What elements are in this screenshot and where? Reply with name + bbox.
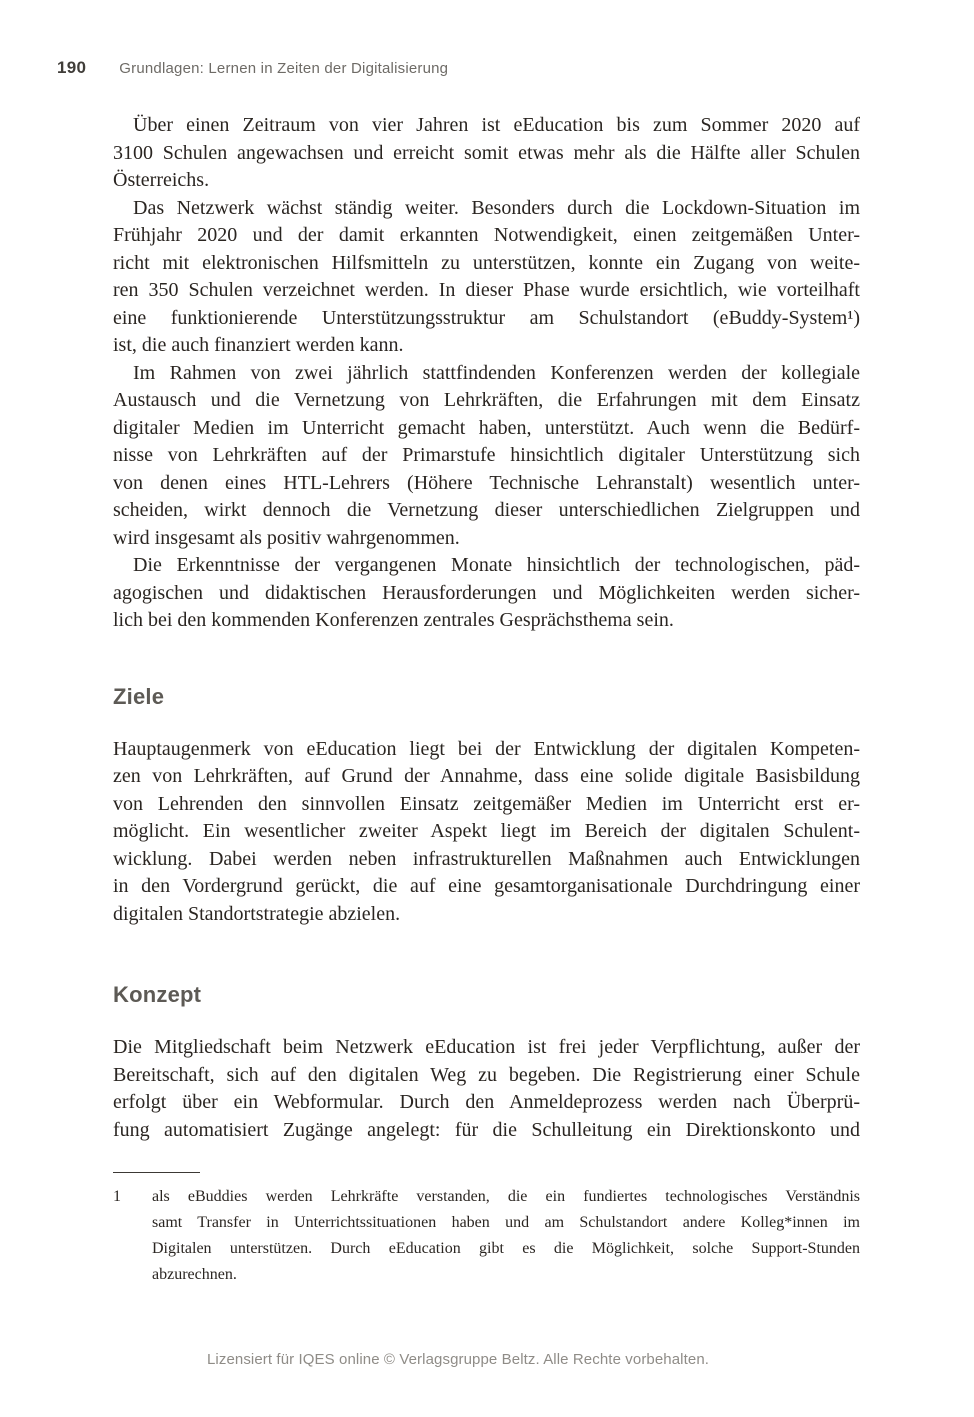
text-line: Im Rahmen von zwei jährlich stattfindenden Konferenzen werden der kollegiale [133,361,860,384]
text-line: ist, die auch finanziert werden kann. [113,334,404,356]
paragraph [113,736,860,929]
section-heading-ziele: Ziele [113,683,165,709]
text-line: von denen eines HTL-Lehrers (Höhere Technische Lehranstalt) wesentlich unter- [113,471,860,494]
license-footer [113,1351,803,1368]
text-line: Über einen Zeitraum von vier Jahren ist eEducation bis zum Sommer 2020 auf [133,114,860,136]
text-line: Bereitschaft, sich auf den digitalen Weg zu begeben. Die Registrierung einer Schule [113,1063,860,1086]
text-line: Die Erkenntnisse der vergangenen Monate hinsichtlich der technologischen, päd- [133,554,860,576]
text-line: Frühjahr 2020 und der damit erkannten Notwendigkeit, einen zeitgemäßen Unter- [113,224,860,246]
text-line: 3100 Schulen angewachsen und erreicht somit etwas mehr als die Hälfte aller Schulen [113,141,860,164]
paragraph [113,112,860,195]
text-line-with-footnote-ref: eine funktionierende Unterstützungsstruktur am Schulstandort (eBuddy-System¹) [113,306,860,329]
footnote [113,1184,860,1288]
text-line: fung automatisiert Zugänge angelegt: für die Schulleitung ein Direktionskonto und [113,1118,860,1141]
text-line: ren 350 Schulen verzeichnet werden. In dieser Phase wurde ersichtlich, wie vorteilhaft [113,279,860,301]
running-title: Grundlagen: Lernen in Zeiten der Digitalisierung [119,60,449,77]
footnote-line: samt Transfer in Unterrichtssituationen haben und am Schulstandort andere Kolleg*innen im [152,1214,860,1231]
page-header [57,58,860,78]
footnote-separator [113,1172,200,1173]
text-line: möglicht. Ein wesentlicher zweiter Aspekt liegt im Bereich der digitalen Schulent- [113,820,860,842]
footnote-line: abzurechnen. [152,1266,237,1283]
text-line: Die Mitgliedschaft beim Netzwerk eEducation ist frei jeder Verpflichtung, außer der [113,1036,860,1058]
text-line: Das Netzwerk wächst ständig weiter. Besonders durch die Lockdown-Situation im [133,196,860,219]
text-line: Hauptaugenmerk von eEducation liegt bei der Entwicklung der digitalen Kompeten- [113,737,860,760]
text-line: erfolgt über ein Webformular. Durch den Anmeldeprozess werden nach Überprü- [113,1091,860,1113]
section-heading-konzept: Konzept [113,982,202,1007]
footnote-marker: 1 [113,1188,121,1205]
text-line: nisse von Lehrkräften auf der Primarstufe hinsichtlich digitaler Unterstützung sich [113,444,860,466]
text-line: Austausch und die Vernetzung von Lehrkräften, die Erfahrungen mit dem Einsatz [113,389,860,411]
paragraph [113,195,860,360]
text-line: von Lehrenden den sinnvollen Einsatz zeitgemäßer Medien im Unterricht erst er- [113,792,860,815]
text-line: digitaler Medien im Unterricht gemacht haben, unterstützt. Auch wenn die Bedürf- [113,416,860,439]
text-line: Österreichs. [113,169,210,191]
text-line: digitalen Standortstrategie abzielen. [113,902,401,925]
license-text: Lizensiert für IQES online © Verlagsgruppe Beltz. Alle Rechte vorbehalten. [206,1351,710,1368]
paragraph [113,552,860,635]
text-line: richt mit elektronischen Hilfsmitteln zu unterstützen, konnte ein Zugang von weite- [113,251,860,274]
text-line: wicklung. Dabei werden neben infrastrukturellen Maßnahmen auch Entwicklungen [113,847,860,870]
paragraph [113,360,860,553]
text-column [113,112,860,1288]
text-line: wird insgesamt als positiv wahrgenommen. [113,526,460,549]
text-line: in den Vordergrund gerückt, die auf eine gesamtorganisationale Durchdringung einer [113,875,860,897]
paragraph [113,1034,860,1144]
text-line: scheiden, wirkt dennoch die Vernetzung dieser unterschiedlichen Zielgruppen und [113,499,860,521]
text-line: agogischen und didaktischen Herausforderungen und Möglichkeiten werden sicher- [113,581,860,604]
footnote-line: als eBuddies werden Lehrkräfte verstanden, die ein fundiertes technologisches Verständnis [152,1188,860,1205]
text-line: lich bei den kommenden Konferenzen zentrales Gesprächsthema sein. [113,609,674,631]
text-line: zen von Lehrkräften, auf Grund der Annahme, dass eine solide digitale Basisbildung [113,765,860,787]
footnote-line: Digitalen unterstützen. Durch eEducation gibt es die Möglichkeit, solche Support-Stunden [152,1240,860,1257]
page-number: 190 [57,58,87,77]
